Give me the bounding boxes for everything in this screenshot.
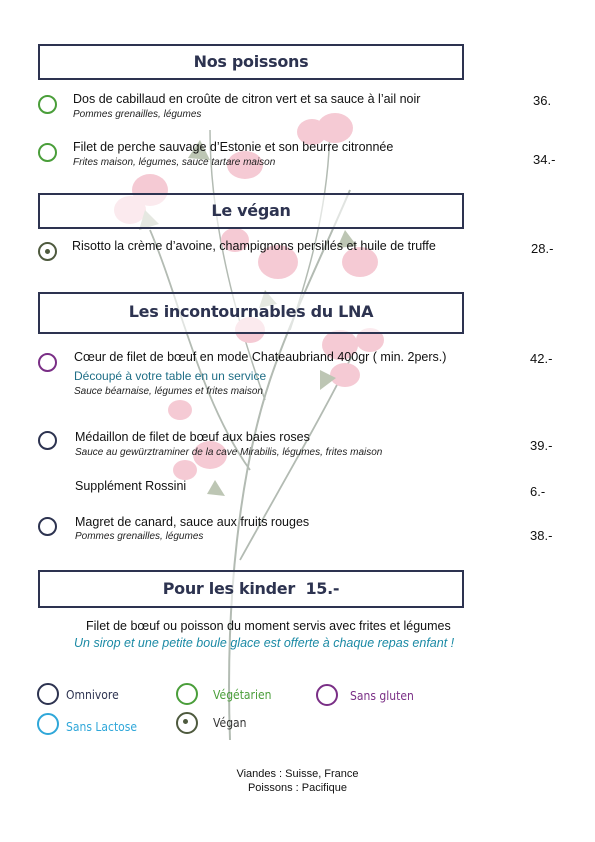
- dish-name: Cœur de filet de bœuf en mode Chateaubriand 400gr ( min. 2pers.): [74, 350, 447, 364]
- dish-description: Pommes grenailles, légumes: [73, 109, 202, 120]
- omnivore-icon: [38, 431, 57, 450]
- dish-description: Pommes grenailles, légumes: [75, 531, 204, 542]
- section-header-vegan: [38, 193, 464, 229]
- vegan-icon: [38, 242, 57, 261]
- section-title: Les incontournables du LNA: [128, 302, 374, 321]
- vegan-icon: [176, 712, 198, 734]
- gluten-free-icon: [38, 353, 57, 372]
- dish-price: 38.-: [530, 528, 553, 543]
- dish-price: 36.: [533, 93, 552, 108]
- dish-price: 42.-: [530, 351, 553, 366]
- section-title: Pour les kinder 15.-: [162, 579, 340, 598]
- dish-name: Filet de perche sauvage d’Estonie et son beurre citronnée: [73, 140, 394, 154]
- gluten-free-icon: [316, 684, 338, 706]
- section-header-poissons: [38, 44, 464, 80]
- section-header-kinder: [38, 570, 464, 608]
- kids-menu-note: Un sirop et une petite boule glace est offerte à chaque repas enfant !: [74, 636, 455, 650]
- dish-name: Magret de canard, sauce aux fruits rouges: [75, 515, 310, 529]
- lactose-free-icon: [37, 713, 59, 735]
- dish-note: Découpé à votre table en un service: [74, 369, 267, 383]
- dish-description: Frites maison, légumes, sauce tartare maison: [73, 157, 276, 168]
- section-title: Le végan: [211, 201, 291, 220]
- vegetarian-icon: [38, 95, 57, 114]
- origin-viandes: Viandes : Suisse, France: [236, 768, 359, 780]
- dish-name: Dos de cabillaud en croûte de citron vert et sa sauce à l’ail noir: [73, 92, 421, 106]
- legend-omnivore: Omnivore: [66, 688, 119, 702]
- dish-price: 28.-: [531, 241, 554, 256]
- legend-vegetarien: Végétarien: [213, 688, 272, 702]
- dish-name: Médaillon de filet de bœuf aux baies roses: [75, 430, 310, 444]
- section-title: Nos poissons: [193, 52, 309, 71]
- legend-sans-gluten: Sans gluten: [350, 689, 414, 703]
- omnivore-icon: [38, 517, 57, 536]
- dish-price: 39.-: [530, 438, 553, 453]
- omnivore-icon: [37, 683, 59, 705]
- dish-name: Supplément Rossini: [75, 479, 187, 493]
- vegetarian-icon: [38, 143, 57, 162]
- dish-description: Sauce au gewürztraminer de la cave Mirabilis, légumes, frites maison: [75, 447, 383, 458]
- vegetarian-icon: [176, 683, 198, 705]
- kids-menu-description: Filet de bœuf ou poisson du moment servis avec frites et légumes: [86, 619, 451, 633]
- dish-name: Risotto la crème d’avoine, champignons persillés et huile de truffe: [72, 239, 436, 253]
- origin-poissons: Poissons : Pacifique: [247, 782, 348, 794]
- legend-vegan: Végan: [213, 716, 247, 730]
- dish-price: 6.-: [530, 484, 546, 499]
- legend-sans-lactose: Sans Lactose: [66, 720, 138, 734]
- dish-price: 34.-: [533, 152, 556, 167]
- section-header-incontournables: [38, 292, 464, 334]
- dish-description: Sauce béarnaise, légumes et frites maison: [74, 386, 263, 397]
